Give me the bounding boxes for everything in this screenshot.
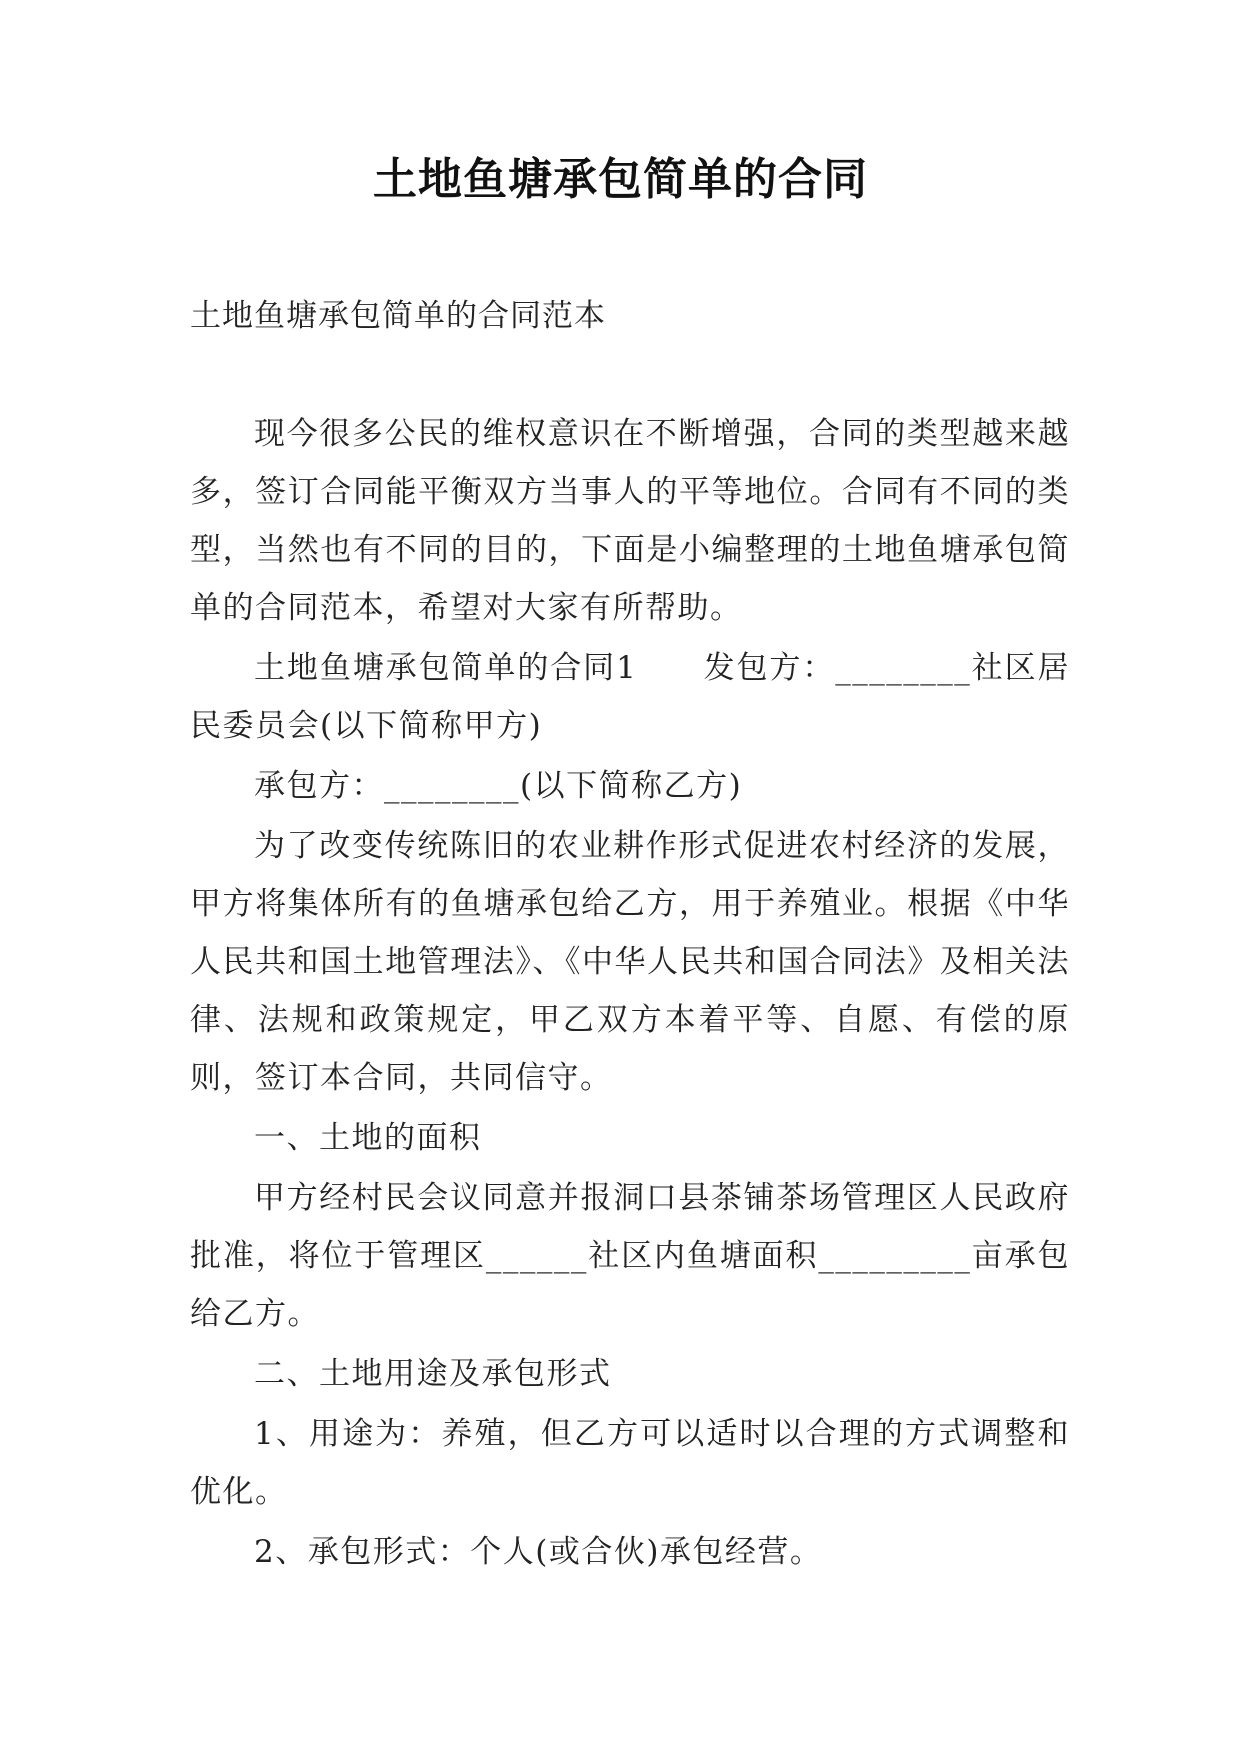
paragraph-contract-header: 土地鱼塘承包简单的合同1 发包方：________社区居民委员会(以下简称甲方) xyxy=(190,650,1070,744)
paragraph-contractor: 承包方：________(以下简称乙方) xyxy=(254,768,743,804)
paragraph-form: 2、承包形式：个人(或合伙)承包经营。 xyxy=(254,1534,823,1570)
paragraph-purpose: 为了改变传统陈旧的农业耕作形式促进农村经济的发展，甲方将集体所有的鱼塘承包给乙方，用于养殖业。根据《中华人民共和国土地管理法》、《中华人民共和国合同法》及相关法律、法规和政策规定，甲乙双方本着平等、自愿、有偿的原则，签订本合同，共同信守。 xyxy=(190,828,1070,1096)
paragraph-area: 甲方经村民会议同意并报洞口县茶铺茶场管理区人民政府批准，将位于管理区______社区内鱼塘面积_________亩承包给乙方。 xyxy=(190,1180,1070,1332)
section-heading-usage: 二、土地用途及承包形式 xyxy=(254,1356,612,1392)
document-body xyxy=(190,405,1070,1583)
paragraph-intro: 现今很多公民的维权意识在不断增强，合同的类型越来越多，签订合同能平衡双方当事人的平等地位。合同有不同的类型，当然也有不同的目的，下面是小编整理的土地鱼塘承包简单的合同范本，希望对大家有所帮助。 xyxy=(190,416,1070,626)
paragraph-usage: 1、用途为：养殖，但乙方可以适时以合理的方式调整和优化。 xyxy=(190,1416,1070,1510)
document-subtitle: 土地鱼塘承包简单的合同范本 xyxy=(190,298,606,334)
document-title: 土地鱼塘承包简单的合同 xyxy=(373,154,868,205)
section-heading-area: 一、土地的面积 xyxy=(254,1120,482,1156)
